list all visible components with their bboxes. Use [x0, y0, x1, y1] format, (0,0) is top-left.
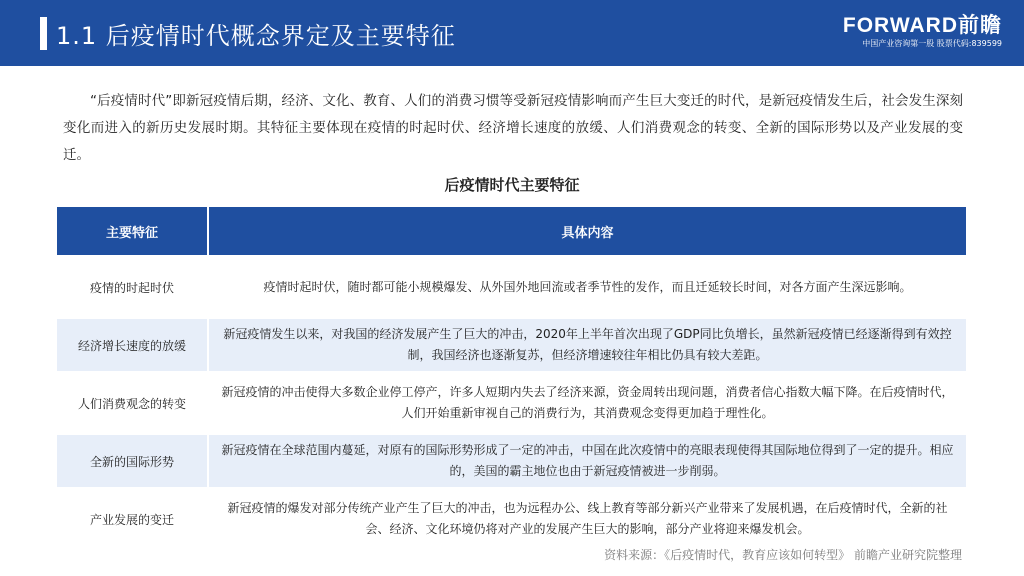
- header-feature: 主要特征: [57, 207, 209, 255]
- forward-logo: [824, 14, 1002, 50]
- feature-cell: 人们消费观念的转变: [57, 375, 209, 431]
- intro-paragraph: “后疫情时代”即新冠疫情后期，经济、文化、教育、人们的消费习惯等受新冠疫情影响而产生巨大变迁的时代，是新冠疫情发生后，社会发生深刻变化而进入的新历史发展时期。其特征主要体现在疫情的时起时伏、经济增长速度的放缓、人们消费观念的转变、全新的国际形势以及产业发展的变迁。: [63, 93, 963, 163]
- table-title: 后疫情时代主要特征: [444, 176, 580, 194]
- table-row: [57, 319, 966, 371]
- table-header: [57, 207, 966, 255]
- page-title: 1.1 后疫情时代概念界定及主要特征: [56, 22, 456, 50]
- header-bar: [0, 0, 1024, 66]
- logo-wordmark: FORWARD前瞻: [842, 14, 1002, 37]
- content-cell: 疫情时起时伏，随时都可能小规模爆发、从外国外地回流或者季节性的发作，而且迁延较长时间，对各方面产生深远影响。: [263, 279, 912, 294]
- content-cell: 新冠疫情发生以来，对我国的经济发展产生了巨大的冲击，2020年上半年首次出现了GDP同比负增长，虽然新冠疫情已经逐渐得到有效控制，我国经济也逐渐复苏，但经济增速较往年相比仍具有较大差距。: [223, 327, 952, 362]
- feature-cell: 经济增长速度的放缓: [57, 319, 209, 371]
- title-accent-bar: [40, 17, 47, 50]
- content-cell: 新冠疫情的冲击使得大多数企业停工停产，许多人短期内失去了经济来源，资金周转出现问题，消费者信心指数大幅下降。在后疫情时代，人们开始重新审视自己的消费行为，其消费观念变得更加趋于理性化。: [221, 385, 954, 420]
- table-row: [57, 259, 966, 315]
- feature-cell: 疫情的时起时伏: [57, 259, 209, 315]
- features-table: [57, 207, 966, 547]
- logo-tagline: 中国产业咨询第一股 股票代码:839599: [862, 39, 1002, 48]
- content-cell: 新冠疫情在全球范围内蔓延，对原有的国际形势形成了一定的冲击，中国在此次疫情中的亮眼表现使得其国际地位得到了一定的提升。相应的，美国的霸主地位也由于新冠疫情被进一步削弱。: [221, 443, 954, 478]
- feature-cell: 产业发展的变迁: [57, 491, 209, 547]
- table-row: [57, 375, 966, 431]
- content-cell: 新冠疫情的爆发对部分传统产业产生了巨大的冲击，也为远程办公、线上教育等部分新兴产业带来了发展机遇，在后疫情时代，全新的社会、经济、文化环境仍将对产业的发展产生巨大的影响，部分产业将迎来爆发机会。: [227, 501, 948, 536]
- feature-cell: 全新的国际形势: [57, 435, 209, 487]
- header-content: 具体内容: [561, 225, 614, 241]
- table-row: [57, 491, 966, 547]
- table-row: [57, 435, 966, 487]
- source-note: 资料来源：《后疫情时代，教育应该如何转型》 前瞻产业研究院整理: [604, 548, 962, 562]
